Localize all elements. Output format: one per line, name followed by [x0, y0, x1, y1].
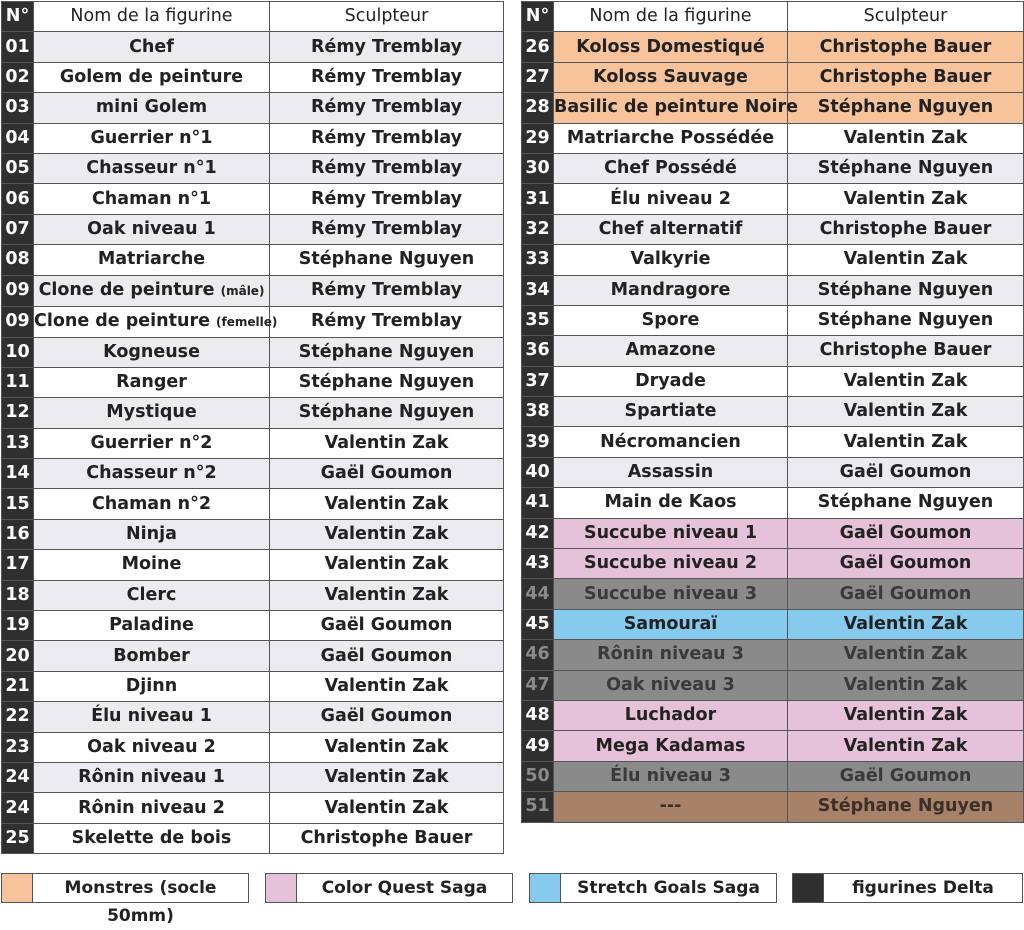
sculptor-name: Stéphane Nguyen: [788, 93, 1024, 123]
figurine-name: [34, 671, 270, 701]
figurine-name: [554, 305, 788, 335]
figurine-name-text: Paladine: [109, 615, 194, 636]
table-row: [2, 459, 504, 489]
figurine-name: [554, 184, 788, 214]
figurine-number: 19: [2, 611, 34, 641]
sculptor-name: Valentin Zak: [788, 640, 1024, 670]
sculptor-name: Valentin Zak: [788, 670, 1024, 700]
table-row: [2, 641, 504, 671]
table-row: [2, 702, 504, 732]
figurine-name: [554, 153, 788, 183]
figurine-name-text: Oak niveau 2: [87, 736, 216, 757]
figurine-name: [554, 518, 788, 548]
legend-swatch-stretch-goals: [529, 873, 561, 903]
sculptor-name: Valentin Zak: [270, 762, 504, 792]
figurine-name: [34, 245, 270, 275]
sculptor-name: Valentin Zak: [788, 609, 1024, 639]
figurine-number: 20: [2, 641, 34, 671]
table-row: [2, 337, 504, 367]
figurine-name: [554, 32, 788, 62]
table-row: [2, 671, 504, 701]
table-row: [522, 397, 1024, 427]
figurine-number: 24: [2, 762, 34, 792]
table-row: [2, 398, 504, 428]
figurine-name-text: Clerc: [126, 584, 177, 605]
table-row: [522, 488, 1024, 518]
table-row: [2, 823, 504, 853]
sculptor-name: Valentin Zak: [270, 519, 504, 549]
sculptor-name: Gaël Goumon: [788, 457, 1024, 487]
legend-label-color-quest: Color Quest Saga: [297, 873, 513, 903]
figurine-name: [554, 488, 788, 518]
figurine-name: [34, 641, 270, 671]
figurine-name-text: Succube niveau 2: [583, 553, 758, 574]
table-row: [522, 518, 1024, 548]
table-row: [522, 609, 1024, 639]
figurine-name-text: Matriarche: [97, 249, 206, 270]
sculptor-name: Valentin Zak: [270, 580, 504, 610]
figurine-number: 30: [522, 153, 554, 183]
figurine-number: 33: [522, 245, 554, 275]
figurine-number: 09: [2, 306, 34, 337]
figurine-name-text: Succube niveau 3: [583, 583, 758, 604]
table-row: [522, 305, 1024, 335]
sculptor-name: Rémy Tremblay: [270, 275, 504, 306]
figurine-name-text: Oak niveau 1: [87, 218, 216, 239]
figurine-name-text: Koloss Sauvage: [593, 66, 748, 87]
table-row: [522, 549, 1024, 579]
sculptor-name: Gaël Goumon: [270, 611, 504, 641]
sculptor-name: Rémy Tremblay: [270, 153, 504, 183]
table-row: [2, 611, 504, 641]
table-row: [522, 640, 1024, 670]
figurine-name: [554, 397, 788, 427]
figurine-number: 08: [2, 245, 34, 275]
sculptor-name: Gaël Goumon: [270, 641, 504, 671]
sculptor-name: Stéphane Nguyen: [270, 337, 504, 367]
sculptor-name: Valentin Zak: [788, 366, 1024, 396]
figurine-name-text: Samouraï: [623, 614, 718, 634]
figurine-number: 06: [2, 184, 34, 214]
sculptor-name: Gaël Goumon: [788, 761, 1024, 791]
figurine-name-text: Mega Kadamas: [595, 735, 746, 756]
figurine-name: [554, 731, 788, 761]
sculptor-name: Valentin Zak: [788, 427, 1024, 457]
figurine-name-text: ---: [659, 796, 682, 817]
figurine-name-text: Dryade: [635, 370, 706, 391]
table-row: [522, 245, 1024, 275]
figurine-name-text: Ninja: [126, 524, 177, 545]
figurine-name-text: Nécromancien: [600, 431, 741, 452]
figurine-name-suffix: (mâle): [220, 283, 265, 298]
sculptor-name: Valentin Zak: [788, 245, 1024, 275]
header-sculptor: Sculpteur: [788, 2, 1024, 32]
figurine-name: [34, 550, 270, 580]
table-row: [522, 792, 1024, 822]
figurine-name: [554, 549, 788, 579]
figurine-number: 45: [522, 609, 554, 639]
figurine-name-text: Rônin niveau 1: [78, 767, 225, 788]
figurine-name-text: Kogneuse: [103, 341, 200, 362]
sculptor-name: Rémy Tremblay: [270, 214, 504, 244]
figurine-name: [554, 93, 798, 123]
table-row: [522, 153, 1024, 183]
table-row: [522, 670, 1024, 700]
sculptor-name: Rémy Tremblay: [270, 32, 504, 62]
figurine-name: [34, 306, 278, 337]
table-row: [2, 489, 504, 519]
figurine-name: [34, 32, 270, 62]
sculptor-name: Stéphane Nguyen: [270, 367, 504, 397]
table-row: [2, 762, 504, 792]
figurine-number: 34: [522, 275, 554, 305]
figurine-name-text: mini Golem: [95, 97, 208, 118]
table-row: [2, 214, 504, 244]
figurine-name-text: Élu niveau 3: [610, 765, 731, 786]
figurine-name: [554, 366, 788, 396]
table-row: [2, 123, 504, 153]
table-row: [2, 153, 504, 183]
sculptor-name: Valentin Zak: [270, 793, 504, 823]
figurine-number: 49: [522, 731, 554, 761]
figurine-number: 26: [522, 32, 554, 62]
figurine-number: 36: [522, 336, 554, 366]
figurine-name-text: Ranger: [116, 372, 187, 393]
figurine-name-text: Main de Kaos: [604, 492, 737, 513]
header-row: [522, 2, 1024, 32]
sculptor-name: Christophe Bauer: [788, 62, 1024, 92]
figurine-name-text: Basilic de peinture Noire: [554, 97, 798, 118]
figurine-name-text: Chef Possédé: [604, 158, 737, 179]
table-row: [2, 184, 504, 214]
figurine-name-text: Bomber: [113, 645, 190, 666]
legend-swatch-monstres: [1, 873, 33, 903]
figurine-name: [34, 275, 270, 306]
figurine-name-text: Oak niveau 3: [606, 674, 735, 695]
figurine-number: 04: [2, 123, 34, 153]
figurine-name: [34, 153, 270, 183]
figurine-name-text: Spartiate: [624, 401, 717, 422]
legend-delta: [792, 873, 1023, 903]
figurine-table-left: [1, 1, 504, 854]
figurine-name: [34, 762, 270, 792]
header-num: N°: [2, 2, 34, 32]
figurine-name: [34, 184, 270, 214]
sculptor-name: Christophe Bauer: [788, 214, 1024, 244]
sculptor-name: Rémy Tremblay: [270, 306, 504, 337]
table-row: [522, 427, 1024, 457]
table-row: [522, 184, 1024, 214]
sculptor-name: Valentin Zak: [788, 731, 1024, 761]
figurine-name-text: Skelette de bois: [71, 827, 232, 848]
figurine-number: 25: [2, 823, 34, 853]
figurine-number: 44: [522, 579, 554, 609]
figurine-name-text: Chasseur n°2: [86, 463, 217, 484]
table-row: [2, 732, 504, 762]
figurine-number: 48: [522, 700, 554, 730]
figurine-number: 39: [522, 427, 554, 457]
figurine-name: [554, 62, 788, 92]
figurine-number: 05: [2, 153, 34, 183]
figurine-name-text: Spore: [641, 310, 700, 331]
figurine-name: [554, 640, 788, 670]
figurine-number: 51: [522, 792, 554, 822]
figurine-name-text: Chef alternatif: [598, 218, 743, 239]
figurine-number: 03: [2, 93, 34, 123]
sculptor-name: Valentin Zak: [270, 428, 504, 458]
figurine-name: [34, 489, 270, 519]
figurine-name-text: Amazone: [625, 340, 716, 361]
table-row: [522, 457, 1024, 487]
sculptor-name: Stéphane Nguyen: [788, 153, 1024, 183]
figurine-name-text: Koloss Domestiqué: [576, 36, 765, 57]
table-row: [522, 366, 1024, 396]
header-row: [2, 2, 504, 32]
figurine-name-text: Valkyrie: [630, 249, 711, 270]
sculptor-name: Gaël Goumon: [270, 459, 504, 489]
figurine-number: 16: [2, 519, 34, 549]
table-row: [2, 550, 504, 580]
figurine-name: [554, 670, 788, 700]
figurine-number: 14: [2, 459, 34, 489]
table-row: [2, 93, 504, 123]
figurine-name-text: Rônin niveau 3: [597, 644, 744, 665]
figurine-name: [34, 214, 270, 244]
figurine-number: 27: [522, 62, 554, 92]
figurine-number: 35: [522, 305, 554, 335]
table-row: [2, 275, 504, 306]
figurine-number: 13: [2, 428, 34, 458]
table-row: [522, 579, 1024, 609]
figurine-name-text: Luchador: [624, 705, 717, 726]
figurine-number: 12: [2, 398, 34, 428]
sculptor-name: Valentin Zak: [788, 184, 1024, 214]
sculptor-name: Gaël Goumon: [788, 549, 1024, 579]
figurine-number: 07: [2, 214, 34, 244]
header-num: N°: [522, 2, 554, 32]
sculptor-name: Christophe Bauer: [788, 336, 1024, 366]
figurine-name-text: Guerrier n°2: [90, 432, 213, 453]
figurine-name: [554, 792, 788, 822]
sculptor-name: Rémy Tremblay: [270, 93, 504, 123]
figurine-name: [554, 761, 788, 791]
figurine-name-text: Chef: [129, 36, 174, 57]
legend-stretch-goals: [529, 873, 777, 903]
figurine-number: 28: [522, 93, 554, 123]
sculptor-name: Gaël Goumon: [788, 518, 1024, 548]
figurine-name-text: Élu niveau 2: [610, 188, 731, 209]
figurine-number: 50: [522, 761, 554, 791]
figurine-number: 37: [522, 366, 554, 396]
legend-label-monstres: Monstres (socle 50mm): [33, 873, 249, 903]
figurine-name-text: Clone de peinture: [34, 310, 210, 331]
table-row: [522, 336, 1024, 366]
table-row: [2, 519, 504, 549]
sculptor-name: Rémy Tremblay: [270, 62, 504, 92]
figurine-number: 41: [522, 488, 554, 518]
header-name: Nom de la figurine: [34, 2, 270, 32]
figurine-name: [554, 609, 788, 639]
figurine-name-text: Golem de peinture: [59, 66, 244, 87]
sculptor-name: Gaël Goumon: [270, 702, 504, 732]
figurine-name: [34, 702, 270, 732]
table-row: [522, 123, 1024, 153]
table-row: [2, 32, 504, 62]
sculptor-name: Rémy Tremblay: [270, 123, 504, 153]
figurine-name-text: Guerrier n°1: [90, 127, 213, 148]
table-row: [522, 700, 1024, 730]
sculptor-name: Stéphane Nguyen: [270, 398, 504, 428]
legend-monstres: [1, 873, 249, 926]
figurine-number: 29: [522, 123, 554, 153]
figurine-number: 17: [2, 550, 34, 580]
sculptor-name: Christophe Bauer: [270, 823, 504, 853]
figurine-number: 42: [522, 518, 554, 548]
figurine-name-text: Chaman n°1: [91, 188, 212, 209]
table-row: [522, 731, 1024, 761]
figurine-name: [554, 579, 788, 609]
figurine-number: 40: [522, 457, 554, 487]
figurine-name: [554, 457, 788, 487]
figurine-name-text: Succube niveau 1: [583, 522, 758, 543]
legend-swatch-delta: [792, 873, 824, 903]
figurine-name: [34, 580, 270, 610]
sculptor-name: Stéphane Nguyen: [788, 488, 1024, 518]
table-row: [2, 580, 504, 610]
sculptor-name: Valentin Zak: [270, 671, 504, 701]
sculptor-name: Stéphane Nguyen: [788, 792, 1024, 822]
legend-label-stretch-goals: Stretch Goals Saga: [561, 873, 777, 903]
figurine-name: [34, 732, 270, 762]
figurine-name: [34, 123, 270, 153]
table-row: [522, 62, 1024, 92]
sculptor-name: Stéphane Nguyen: [788, 275, 1024, 305]
table-row: [522, 761, 1024, 791]
header-sculptor: Sculpteur: [270, 2, 504, 32]
figurine-name: [554, 245, 788, 275]
figurine-number: 23: [2, 732, 34, 762]
figurine-name-text: Matriarche Possédée: [566, 127, 775, 148]
figurine-name: [34, 428, 270, 458]
header-name: Nom de la figurine: [554, 2, 788, 32]
table-row: [2, 367, 504, 397]
sculptor-name: Valentin Zak: [788, 397, 1024, 427]
figurine-name: [34, 367, 270, 397]
table-row: [2, 306, 504, 337]
figurine-number: 38: [522, 397, 554, 427]
figurine-name: [554, 123, 788, 153]
figurine-number: 21: [2, 671, 34, 701]
figurine-name: [554, 427, 788, 457]
sculptor-name: Valentin Zak: [788, 700, 1024, 730]
table-row: [2, 793, 504, 823]
figurine-name-text: Élu niveau 1: [91, 706, 212, 727]
figurine-number: 09: [2, 275, 34, 306]
figurine-name-text: Moine: [121, 554, 182, 575]
figurine-name-text: Rônin niveau 2: [78, 797, 225, 818]
table-row: [522, 214, 1024, 244]
table-row: [2, 428, 504, 458]
legend-swatch-color-quest: [265, 873, 297, 903]
figurine-name-text: Djinn: [125, 676, 178, 696]
figurine-name-text: Chaman n°2: [91, 493, 212, 514]
figurine-number: 01: [2, 32, 34, 62]
sculptor-name: Valentin Zak: [270, 732, 504, 762]
figurine-number: 02: [2, 62, 34, 92]
figurine-name: [34, 398, 270, 428]
figurine-name: [554, 275, 788, 305]
figurine-number: 24: [2, 793, 34, 823]
sculptor-name: Valentin Zak: [788, 123, 1024, 153]
figurine-number: 43: [522, 549, 554, 579]
figurine-name-text: Chasseur n°1: [86, 158, 217, 179]
table-row: [522, 275, 1024, 305]
legend-label-delta: figurines Delta: [824, 873, 1023, 903]
figurine-number: 15: [2, 489, 34, 519]
figurine-name: [554, 214, 788, 244]
sculptor-name: Valentin Zak: [270, 550, 504, 580]
table-row: [522, 93, 1024, 123]
figurine-name-text: Clone de peinture: [38, 279, 215, 300]
figurine-name: [554, 336, 788, 366]
sculptor-name: Christophe Bauer: [788, 32, 1024, 62]
figurine-name: [34, 611, 270, 641]
figurine-name-text: Mandragore: [610, 279, 731, 300]
figurine-name-text: Assassin: [627, 462, 714, 483]
figurine-name: [34, 337, 270, 367]
figurine-number: 46: [522, 640, 554, 670]
sculptor-name: Rémy Tremblay: [270, 184, 504, 214]
sculptor-name: Stéphane Nguyen: [270, 245, 504, 275]
figurine-number: 31: [522, 184, 554, 214]
figurine-number: 22: [2, 702, 34, 732]
table-row: [2, 62, 504, 92]
figurine-name: [554, 700, 788, 730]
table-row: [522, 32, 1024, 62]
figurine-table-right: [521, 1, 1024, 823]
figurine-number: 11: [2, 367, 34, 397]
figurine-name: [34, 519, 270, 549]
figurine-number: 47: [522, 670, 554, 700]
figurine-name: [34, 62, 270, 92]
figurine-name-suffix: (femelle): [216, 314, 278, 329]
sculptor-name: Stéphane Nguyen: [788, 305, 1024, 335]
figurine-number: 18: [2, 580, 34, 610]
legend-color-quest: [265, 873, 513, 903]
sculptor-name: Gaël Goumon: [788, 579, 1024, 609]
figurine-name-text: Mystique: [106, 402, 197, 423]
sculptor-name: Valentin Zak: [270, 489, 504, 519]
figurine-name: [34, 459, 270, 489]
figurine-name: [34, 823, 270, 853]
figurine-name: [34, 93, 270, 123]
figurine-number: 10: [2, 337, 34, 367]
figurine-name: [34, 793, 270, 823]
figurine-number: 32: [522, 214, 554, 244]
table-row: [2, 245, 504, 275]
